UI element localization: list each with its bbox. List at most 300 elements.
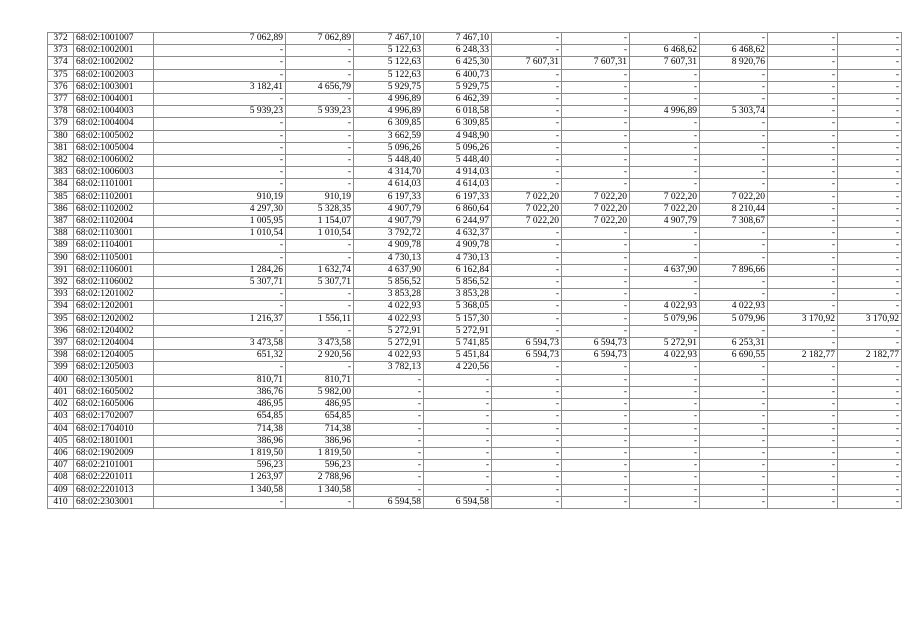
value-cell: 6 462,39 xyxy=(424,94,492,106)
value-cell: - xyxy=(562,228,630,240)
value-cell: - xyxy=(492,277,562,289)
value-cell: - xyxy=(630,484,700,496)
value-cell: - xyxy=(286,118,354,130)
value-cell: - xyxy=(700,69,768,81)
value-cell: 810,71 xyxy=(286,374,354,386)
cadastral-id-cell: 68:02:1702007 xyxy=(74,411,154,423)
value-cell: - xyxy=(562,313,630,325)
value-cell: 5 122,63 xyxy=(354,57,424,69)
value-cell: - xyxy=(768,386,838,398)
value-cell: 8 210,44 xyxy=(700,203,768,215)
row-number-cell: 386 xyxy=(48,203,74,215)
value-cell: - xyxy=(768,81,838,93)
value-cell: - xyxy=(838,57,902,69)
value-cell: - xyxy=(424,411,492,423)
value-cell: - xyxy=(286,45,354,57)
row-number-cell: 399 xyxy=(48,362,74,374)
value-cell: - xyxy=(768,252,838,264)
value-cell: - xyxy=(838,386,902,398)
value-cell: - xyxy=(838,277,902,289)
row-number-cell: 379 xyxy=(48,118,74,130)
value-cell: 1 556,11 xyxy=(286,313,354,325)
value-cell: - xyxy=(424,374,492,386)
value-cell: - xyxy=(562,179,630,191)
value-cell: 3 662,59 xyxy=(354,130,424,142)
value-cell: - xyxy=(492,228,562,240)
value-cell: 4 907,79 xyxy=(354,203,424,215)
value-cell: - xyxy=(562,264,630,276)
value-cell: - xyxy=(424,435,492,447)
value-cell: 4 637,90 xyxy=(354,264,424,276)
value-cell: 7 607,31 xyxy=(492,57,562,69)
value-cell: - xyxy=(492,167,562,179)
cadastral-id-cell: 68:02:1002002 xyxy=(74,57,154,69)
value-cell: - xyxy=(562,106,630,118)
value-cell: - xyxy=(154,45,286,57)
value-cell: - xyxy=(700,423,768,435)
value-cell: - xyxy=(154,94,286,106)
cadastral-id-cell: 68:02:1105001 xyxy=(74,252,154,264)
value-cell: - xyxy=(838,228,902,240)
value-cell: - xyxy=(838,240,902,252)
cadastral-id-cell: 68:02:1102004 xyxy=(74,216,154,228)
value-cell: - xyxy=(838,216,902,228)
value-cell: - xyxy=(286,325,354,337)
value-cell: - xyxy=(838,252,902,264)
value-cell: - xyxy=(492,435,562,447)
table-row xyxy=(48,374,902,386)
value-cell: - xyxy=(630,447,700,459)
value-cell: - xyxy=(492,289,562,301)
value-cell: 6 594,58 xyxy=(424,496,492,508)
value-cell: 5 157,30 xyxy=(424,313,492,325)
row-number-cell: 377 xyxy=(48,94,74,106)
value-cell: 651,32 xyxy=(154,350,286,362)
value-cell: - xyxy=(838,325,902,337)
value-cell: 7 467,10 xyxy=(424,33,492,45)
value-cell: 1 340,58 xyxy=(286,484,354,496)
value-cell: 1 632,74 xyxy=(286,264,354,276)
value-cell: 4 614,03 xyxy=(424,179,492,191)
value-cell: 6 594,73 xyxy=(562,338,630,350)
value-cell: - xyxy=(768,264,838,276)
value-cell: - xyxy=(700,435,768,447)
row-number-cell: 390 xyxy=(48,252,74,264)
table-row xyxy=(48,301,902,313)
value-cell: - xyxy=(838,411,902,423)
value-cell: - xyxy=(286,252,354,264)
value-cell: 5 272,91 xyxy=(424,325,492,337)
value-cell: - xyxy=(838,45,902,57)
value-cell: 4 022,93 xyxy=(630,350,700,362)
value-cell: 6 594,73 xyxy=(492,338,562,350)
table-row xyxy=(48,264,902,276)
value-cell: - xyxy=(700,155,768,167)
value-cell: 486,95 xyxy=(154,399,286,411)
cadastral-id-cell: 68:02:1002003 xyxy=(74,69,154,81)
value-cell: - xyxy=(768,167,838,179)
value-cell: - xyxy=(354,411,424,423)
value-cell: - xyxy=(768,228,838,240)
row-number-cell: 372 xyxy=(48,33,74,45)
cadastral-id-cell: 68:02:1004004 xyxy=(74,118,154,130)
value-cell: - xyxy=(630,496,700,508)
table-row xyxy=(48,69,902,81)
value-cell: - xyxy=(154,69,286,81)
table-row xyxy=(48,435,902,447)
row-number-cell: 376 xyxy=(48,81,74,93)
value-cell: - xyxy=(768,191,838,203)
value-cell: - xyxy=(424,447,492,459)
value-cell: - xyxy=(630,142,700,154)
table-row xyxy=(48,118,902,130)
table-row xyxy=(48,191,902,203)
value-cell: 7 022,20 xyxy=(630,191,700,203)
value-cell: - xyxy=(838,460,902,472)
table-row xyxy=(48,130,902,142)
value-cell: 2 182,77 xyxy=(768,350,838,362)
value-cell: 6 309,85 xyxy=(424,118,492,130)
value-cell: - xyxy=(838,179,902,191)
value-cell: - xyxy=(354,374,424,386)
value-cell: 6 309,85 xyxy=(354,118,424,130)
cadastral-id-cell: 68:02:2201013 xyxy=(74,484,154,496)
table-row xyxy=(48,228,902,240)
value-cell: - xyxy=(630,362,700,374)
value-cell: - xyxy=(630,167,700,179)
value-cell: - xyxy=(492,264,562,276)
value-cell: - xyxy=(492,69,562,81)
value-cell: - xyxy=(562,94,630,106)
value-cell: 6 860,64 xyxy=(424,203,492,215)
table-row xyxy=(48,411,902,423)
value-cell: - xyxy=(838,155,902,167)
value-cell: 7 022,20 xyxy=(700,191,768,203)
value-cell: - xyxy=(700,33,768,45)
value-cell: 1 010,54 xyxy=(154,228,286,240)
value-cell: 4 948,90 xyxy=(424,130,492,142)
value-cell: 4 656,79 xyxy=(286,81,354,93)
value-cell: 5 307,71 xyxy=(154,277,286,289)
value-cell: - xyxy=(562,386,630,398)
value-cell: - xyxy=(492,447,562,459)
cadastral-id-cell: 68:02:2303001 xyxy=(74,496,154,508)
row-number-cell: 398 xyxy=(48,350,74,362)
cadastral-id-cell: 68:02:1902009 xyxy=(74,447,154,459)
row-number-cell: 401 xyxy=(48,386,74,398)
cadastral-id-cell: 68:02:1202002 xyxy=(74,313,154,325)
value-cell: - xyxy=(630,460,700,472)
value-cell: - xyxy=(286,167,354,179)
value-cell: - xyxy=(700,142,768,154)
value-cell: 5 939,23 xyxy=(154,106,286,118)
value-cell: - xyxy=(700,228,768,240)
value-cell: - xyxy=(768,362,838,374)
value-cell: 5 272,91 xyxy=(354,338,424,350)
value-cell: - xyxy=(492,313,562,325)
value-cell: 5 079,96 xyxy=(700,313,768,325)
value-cell: - xyxy=(630,472,700,484)
value-cell: - xyxy=(768,69,838,81)
value-cell: 5 096,26 xyxy=(424,142,492,154)
value-cell: 5 982,00 xyxy=(286,386,354,398)
value-cell: 1 819,50 xyxy=(286,447,354,459)
value-cell: - xyxy=(286,289,354,301)
value-cell: - xyxy=(492,460,562,472)
value-cell: - xyxy=(562,496,630,508)
value-cell: - xyxy=(562,435,630,447)
cadastral-id-cell: 68:02:1004001 xyxy=(74,94,154,106)
value-cell: - xyxy=(630,130,700,142)
value-cell: - xyxy=(492,325,562,337)
table-row xyxy=(48,423,902,435)
value-cell: - xyxy=(768,338,838,350)
value-cell: - xyxy=(768,45,838,57)
value-cell: - xyxy=(700,167,768,179)
value-cell: - xyxy=(492,94,562,106)
value-cell: - xyxy=(838,362,902,374)
value-cell: 7 308,67 xyxy=(700,216,768,228)
value-cell: - xyxy=(424,484,492,496)
value-cell: 4 022,93 xyxy=(354,350,424,362)
row-number-cell: 380 xyxy=(48,130,74,142)
value-cell: - xyxy=(838,374,902,386)
value-cell: - xyxy=(286,362,354,374)
value-cell: 3 782,13 xyxy=(354,362,424,374)
value-cell: 4 914,03 xyxy=(424,167,492,179)
value-cell: - xyxy=(154,130,286,142)
value-cell: - xyxy=(838,423,902,435)
value-cell: - xyxy=(286,179,354,191)
value-cell: - xyxy=(492,45,562,57)
value-cell: 5 096,26 xyxy=(354,142,424,154)
row-number-cell: 396 xyxy=(48,325,74,337)
value-cell: 7 467,10 xyxy=(354,33,424,45)
value-cell: 4 907,79 xyxy=(354,216,424,228)
value-cell: 5 079,96 xyxy=(630,313,700,325)
value-cell: 5 272,91 xyxy=(354,325,424,337)
row-number-cell: 385 xyxy=(48,191,74,203)
value-cell: - xyxy=(154,167,286,179)
value-cell: - xyxy=(700,289,768,301)
table-row xyxy=(48,106,902,118)
cadastral-id-cell: 68:02:1102001 xyxy=(74,191,154,203)
value-cell: - xyxy=(768,57,838,69)
value-cell: - xyxy=(154,240,286,252)
table-row xyxy=(48,386,902,398)
row-number-cell: 393 xyxy=(48,289,74,301)
value-cell: - xyxy=(700,447,768,459)
value-cell: - xyxy=(492,411,562,423)
cadastral-id-cell: 68:02:1102002 xyxy=(74,203,154,215)
value-cell: - xyxy=(700,130,768,142)
value-cell: - xyxy=(768,240,838,252)
value-cell: - xyxy=(700,240,768,252)
value-cell: - xyxy=(700,399,768,411)
value-cell: - xyxy=(838,484,902,496)
value-cell: - xyxy=(154,142,286,154)
value-cell: 1 263,97 xyxy=(154,472,286,484)
value-cell: - xyxy=(286,155,354,167)
cadastral-id-cell: 68:02:1005004 xyxy=(74,142,154,154)
cadastral-id-cell: 68:02:1204002 xyxy=(74,325,154,337)
value-cell: - xyxy=(492,252,562,264)
row-number-cell: 392 xyxy=(48,277,74,289)
value-cell: - xyxy=(630,289,700,301)
value-cell: - xyxy=(286,301,354,313)
value-cell: - xyxy=(562,155,630,167)
cadastral-id-cell: 68:02:1202001 xyxy=(74,301,154,313)
tariff-table xyxy=(47,32,902,509)
value-cell: - xyxy=(286,496,354,508)
value-cell: 1 819,50 xyxy=(154,447,286,459)
value-cell: - xyxy=(492,496,562,508)
cadastral-id-cell: 68:02:1006002 xyxy=(74,155,154,167)
value-cell: - xyxy=(838,191,902,203)
value-cell: - xyxy=(630,94,700,106)
value-cell: - xyxy=(562,301,630,313)
value-cell: 4 730,13 xyxy=(424,252,492,264)
cadastral-id-cell: 68:02:1002001 xyxy=(74,45,154,57)
cadastral-id-cell: 68:02:1205003 xyxy=(74,362,154,374)
value-cell: - xyxy=(562,325,630,337)
value-cell: - xyxy=(630,240,700,252)
value-cell: 6 425,30 xyxy=(424,57,492,69)
value-cell: - xyxy=(838,289,902,301)
value-cell: - xyxy=(768,374,838,386)
table-row xyxy=(48,179,902,191)
value-cell: 5 122,63 xyxy=(354,69,424,81)
value-cell: 810,71 xyxy=(154,374,286,386)
value-cell: - xyxy=(768,399,838,411)
cadastral-id-cell: 68:02:1204005 xyxy=(74,350,154,362)
value-cell: 6 197,33 xyxy=(424,191,492,203)
value-cell: 1 005,95 xyxy=(154,216,286,228)
value-cell: - xyxy=(838,106,902,118)
value-cell: 1 010,54 xyxy=(286,228,354,240)
value-cell: 6 594,73 xyxy=(562,350,630,362)
value-cell: - xyxy=(838,94,902,106)
value-cell: 4 996,89 xyxy=(354,94,424,106)
value-cell: 4 022,93 xyxy=(354,301,424,313)
value-cell: - xyxy=(286,94,354,106)
cadastral-id-cell: 68:02:1101001 xyxy=(74,179,154,191)
value-cell: - xyxy=(424,460,492,472)
value-cell: 4 909,78 xyxy=(354,240,424,252)
value-cell: - xyxy=(286,69,354,81)
value-cell: - xyxy=(768,118,838,130)
value-cell: - xyxy=(838,130,902,142)
value-cell: - xyxy=(768,447,838,459)
value-cell: 5 939,23 xyxy=(286,106,354,118)
value-cell: 7 022,20 xyxy=(562,216,630,228)
value-cell: - xyxy=(630,179,700,191)
value-cell: 7 022,20 xyxy=(562,191,630,203)
cadastral-id-cell: 68:02:2101001 xyxy=(74,460,154,472)
row-number-cell: 394 xyxy=(48,301,74,313)
value-cell: - xyxy=(424,399,492,411)
value-cell: 5 448,40 xyxy=(424,155,492,167)
value-cell: 5 122,63 xyxy=(354,45,424,57)
value-cell: - xyxy=(154,252,286,264)
value-cell: 4 637,90 xyxy=(630,264,700,276)
value-cell: - xyxy=(562,33,630,45)
table-row xyxy=(48,362,902,374)
value-cell: - xyxy=(154,496,286,508)
value-cell: - xyxy=(562,374,630,386)
value-cell: 5 929,75 xyxy=(424,81,492,93)
value-cell: - xyxy=(562,240,630,252)
value-cell: 714,38 xyxy=(154,423,286,435)
value-cell: - xyxy=(354,386,424,398)
value-cell: - xyxy=(492,106,562,118)
value-cell: - xyxy=(768,216,838,228)
value-cell: 6 400,73 xyxy=(424,69,492,81)
value-cell: - xyxy=(838,496,902,508)
value-cell: 910,19 xyxy=(286,191,354,203)
value-cell: - xyxy=(630,386,700,398)
table-row xyxy=(48,460,902,472)
value-cell: - xyxy=(492,386,562,398)
value-cell: 4 614,03 xyxy=(354,179,424,191)
value-cell: - xyxy=(492,142,562,154)
value-cell: - xyxy=(492,81,562,93)
table-row xyxy=(48,447,902,459)
row-number-cell: 375 xyxy=(48,69,74,81)
value-cell: - xyxy=(700,362,768,374)
value-cell: - xyxy=(838,399,902,411)
value-cell: 386,96 xyxy=(154,435,286,447)
value-cell: - xyxy=(768,460,838,472)
row-number-cell: 374 xyxy=(48,57,74,69)
table-row xyxy=(48,142,902,154)
value-cell: 7 022,20 xyxy=(562,203,630,215)
value-cell: 6 690,55 xyxy=(700,350,768,362)
table-row xyxy=(48,167,902,179)
table-row xyxy=(48,399,902,411)
value-cell: - xyxy=(630,277,700,289)
cadastral-id-cell: 68:02:1106002 xyxy=(74,277,154,289)
row-number-cell: 378 xyxy=(48,106,74,118)
cadastral-id-cell: 68:02:1704010 xyxy=(74,423,154,435)
table-row xyxy=(48,277,902,289)
value-cell: - xyxy=(492,240,562,252)
value-cell: - xyxy=(492,484,562,496)
row-number-cell: 400 xyxy=(48,374,74,386)
table-row xyxy=(48,216,902,228)
value-cell: 7 022,20 xyxy=(630,203,700,215)
value-cell: - xyxy=(562,118,630,130)
value-cell: - xyxy=(630,69,700,81)
value-cell: - xyxy=(492,362,562,374)
value-cell: - xyxy=(768,277,838,289)
value-cell: 7 896,66 xyxy=(700,264,768,276)
value-cell: 4 996,89 xyxy=(354,106,424,118)
value-cell: 6 248,33 xyxy=(424,45,492,57)
table-row xyxy=(48,203,902,215)
cadastral-id-cell: 68:02:1103001 xyxy=(74,228,154,240)
row-number-cell: 409 xyxy=(48,484,74,496)
cadastral-id-cell: 68:02:1003001 xyxy=(74,81,154,93)
value-cell: - xyxy=(700,325,768,337)
value-cell: - xyxy=(354,435,424,447)
value-cell: - xyxy=(838,203,902,215)
value-cell: 2 920,56 xyxy=(286,350,354,362)
table-row xyxy=(48,155,902,167)
value-cell: 5 307,71 xyxy=(286,277,354,289)
value-cell: - xyxy=(630,374,700,386)
cadastral-id-cell: 68:02:1801001 xyxy=(74,435,154,447)
